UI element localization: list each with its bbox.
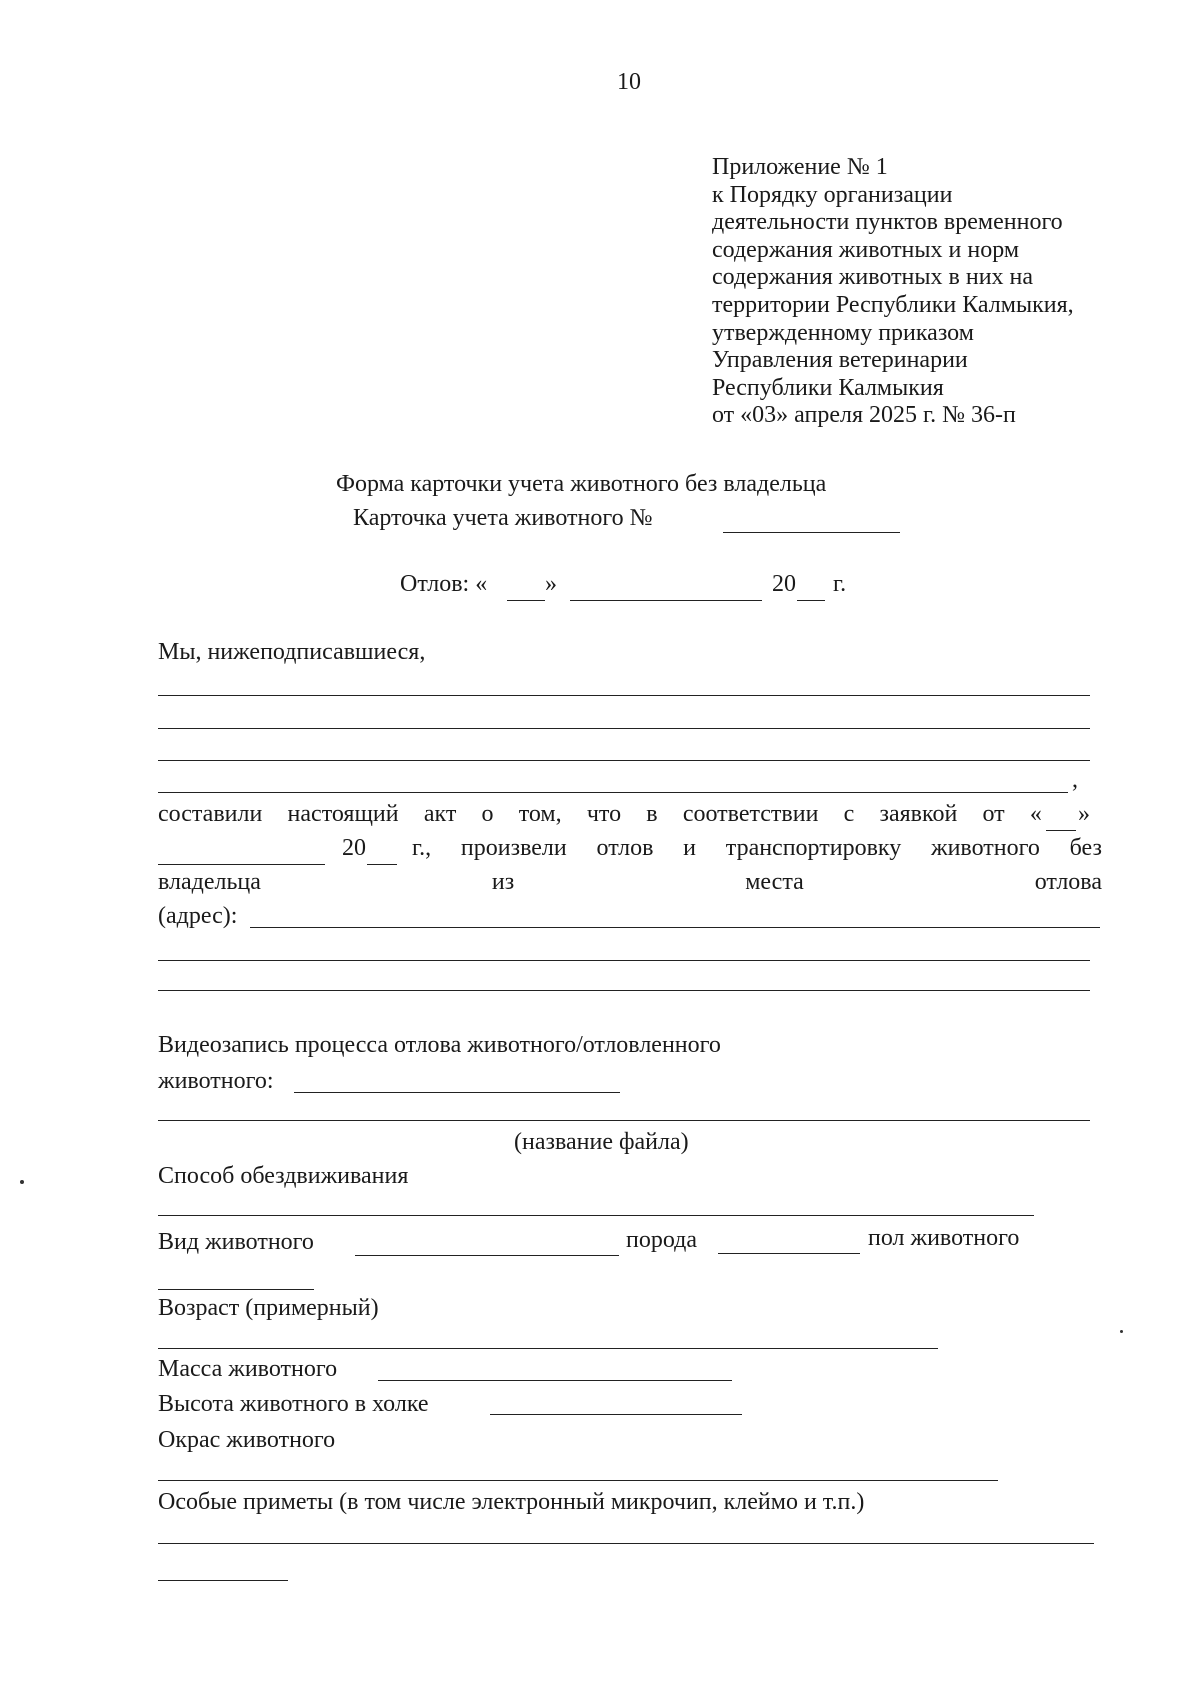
- act-word: «: [1029, 801, 1042, 827]
- appendix-header: [712, 154, 1074, 430]
- catch-date-quote: »: [545, 571, 557, 597]
- video-label: Видеозапись процесса отлова животного/отловленного: [158, 1032, 721, 1058]
- appendix-line: содержания животных в них на: [712, 264, 1034, 291]
- request-year-line[interactable]: [367, 864, 397, 865]
- catch-date-label: Отлов: «: [400, 571, 488, 597]
- request-month-line[interactable]: [158, 864, 325, 865]
- catch-year-prefix: 20: [772, 571, 796, 597]
- age-label: Возраст (примерный): [158, 1295, 379, 1321]
- sex-line[interactable]: [158, 1289, 314, 1290]
- act-word: транспортировку: [725, 835, 902, 861]
- catch-year-suffix: г.: [833, 571, 847, 597]
- act-word: места: [745, 869, 804, 895]
- age-line[interactable]: [158, 1348, 938, 1349]
- act-word: владельца: [158, 869, 261, 895]
- act-line-3: [158, 870, 1102, 894]
- act-word: из: [491, 869, 515, 895]
- special-marks-label: Особые приметы (в том числе электронный микрочип, клеймо и т.п.): [158, 1489, 865, 1515]
- height-line[interactable]: [490, 1414, 742, 1415]
- appendix-line: Приложение № 1: [712, 154, 888, 180]
- appendix-line: содержания животных и норм: [712, 236, 1020, 263]
- color-label: Окрас животного: [158, 1427, 336, 1453]
- act-word: от: [982, 801, 1005, 827]
- catch-day-line[interactable]: [507, 600, 545, 601]
- act-word: отлова: [1034, 869, 1102, 895]
- signatory-line[interactable]: [158, 728, 1090, 729]
- appendix-line: деятельности пунктов временного: [712, 209, 1063, 236]
- appendix-line: утвержденному приказом: [712, 319, 974, 346]
- act-line-1: [158, 802, 1042, 826]
- signatory-line[interactable]: [158, 792, 1068, 793]
- intro-text: Мы, нижеподписавшиеся,: [158, 639, 426, 665]
- catch-year-line[interactable]: [797, 600, 825, 601]
- address-line[interactable]: [158, 990, 1090, 991]
- species-line[interactable]: [355, 1255, 619, 1256]
- act-word: заявкой: [879, 801, 958, 827]
- signatory-comma: ,: [1072, 767, 1078, 793]
- form-title: Форма карточки учета животного без владельца: [336, 471, 827, 497]
- act-word: г.,: [412, 835, 432, 861]
- act-line-2: [412, 836, 1102, 860]
- file-name-line[interactable]: [158, 1120, 1090, 1121]
- act-word: без: [1069, 835, 1102, 861]
- card-number-line[interactable]: [723, 532, 900, 533]
- weight-line[interactable]: [378, 1380, 732, 1381]
- act-word: произвели: [460, 835, 567, 861]
- file-name-caption: (название файла): [514, 1129, 689, 1155]
- scan-speck: [20, 1180, 24, 1184]
- signatory-line[interactable]: [158, 760, 1090, 761]
- act-word: о: [481, 801, 494, 827]
- appendix-line: территории Республики Калмыкия,: [712, 291, 1074, 318]
- act-word: с: [843, 801, 855, 827]
- special-marks-line[interactable]: [158, 1580, 288, 1581]
- weight-label: Масса животного: [158, 1356, 338, 1382]
- act-word: отлов: [596, 835, 654, 861]
- act-word: том,: [518, 801, 562, 827]
- signatory-line[interactable]: [158, 695, 1090, 696]
- address-label: (адрес):: [158, 903, 238, 929]
- scan-speck: [1120, 1330, 1123, 1333]
- page-number: 10: [617, 69, 641, 95]
- act-word: акт: [423, 801, 457, 827]
- breed-line[interactable]: [718, 1253, 860, 1254]
- act-word: животного: [931, 835, 1040, 861]
- appendix-line: Управления ветеринарии: [712, 347, 968, 374]
- sex-label: пол животного: [868, 1225, 1020, 1251]
- special-marks-line[interactable]: [158, 1543, 1094, 1544]
- act-word: настоящий: [287, 801, 399, 827]
- video-label-cont: животного:: [158, 1068, 274, 1094]
- address-line[interactable]: [250, 927, 1100, 928]
- appendix-line: к Порядку организации: [712, 181, 953, 208]
- address-line[interactable]: [158, 960, 1090, 961]
- request-year-prefix: 20: [342, 835, 366, 861]
- appendix-line: Республики Калмыкия: [712, 374, 944, 401]
- request-day-line[interactable]: [1046, 830, 1076, 831]
- act-word: что: [586, 801, 622, 827]
- immobilization-line[interactable]: [158, 1215, 1034, 1216]
- appendix-line: от «03» апреля 2025 г. № 36-п: [712, 402, 1016, 429]
- card-number-label: Карточка учета животного №: [353, 505, 653, 531]
- species-label: Вид животного: [158, 1229, 314, 1255]
- act-word: в: [646, 801, 658, 827]
- color-line[interactable]: [158, 1480, 998, 1481]
- immobilization-label: Способ обездвиживания: [158, 1163, 409, 1189]
- act-word: соответствии: [682, 801, 819, 827]
- catch-month-line[interactable]: [570, 600, 762, 601]
- act-word: и: [683, 835, 697, 861]
- video-line[interactable]: [294, 1092, 620, 1093]
- height-label: Высота животного в холке: [158, 1391, 429, 1417]
- breed-label: порода: [626, 1227, 698, 1253]
- act-word: составили: [158, 801, 263, 827]
- request-day-quote: »: [1078, 801, 1090, 827]
